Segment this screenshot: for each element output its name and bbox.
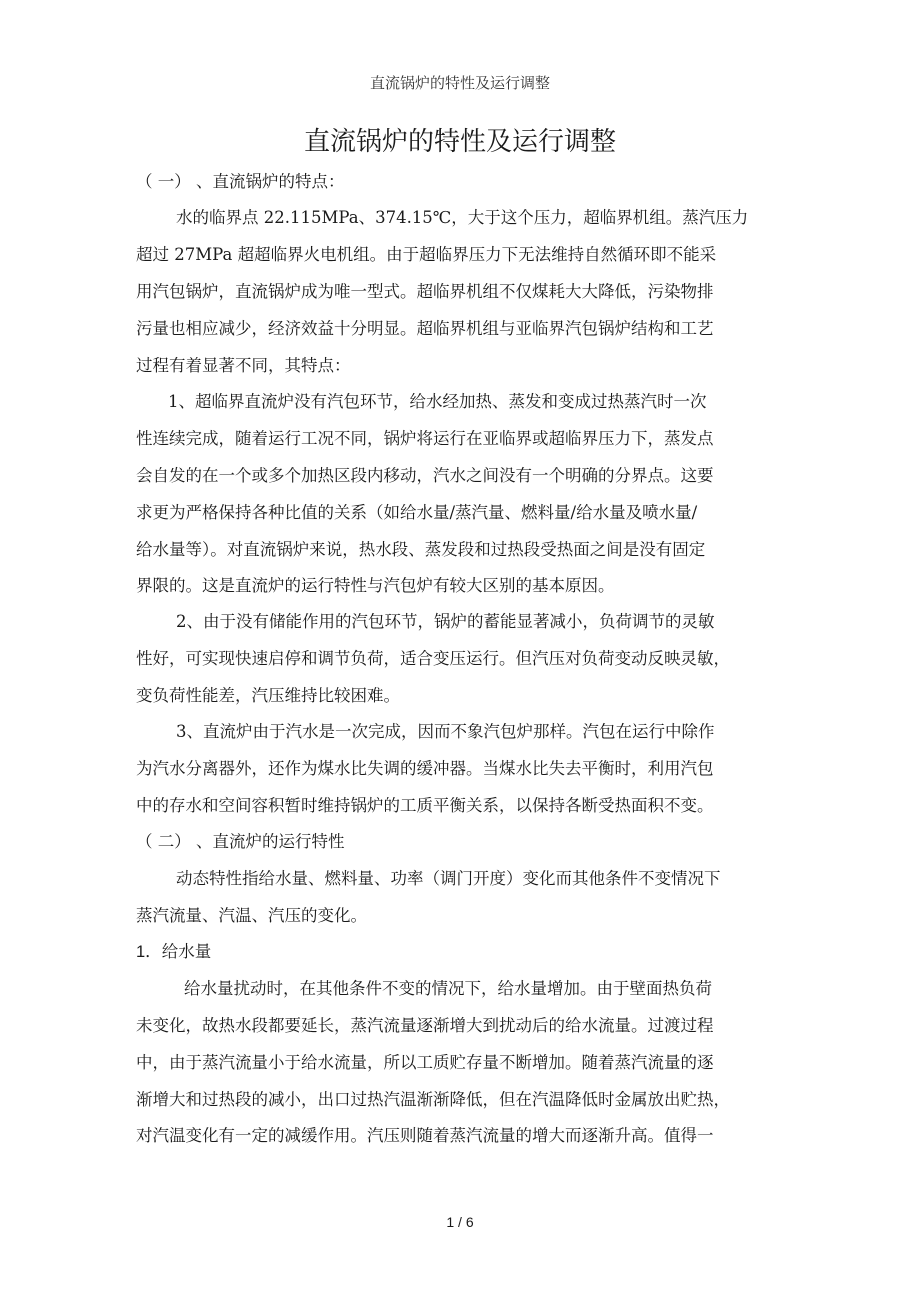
paragraph-line: 对汽温变化有一定的减缓作用。汽压则随着蒸汽流量的增大而逐渐升高。值得一 (136, 1126, 714, 1145)
paragraph-line: 会自发的在一个或多个加热区段内移动，汽水之间没有一个明确的分界点。这要 (136, 466, 714, 485)
paragraph-line: 过程有着显著不同，其特点： (136, 356, 351, 375)
paragraph-line: 求更为严格保持各种比值的关系（如给水量/蒸汽量、燃料量/给水量及喷水量/ (136, 503, 698, 522)
paragraph-line: 动态特性指给水量、燃料量、功率（调门开度）变化而其他条件不变情况下 (176, 869, 721, 888)
paragraph-line: 水的临界点 22.115MPa、374.15℃，大于这个压力，超临界机组。蒸汽压力 (176, 208, 749, 227)
section-heading-2: （ 二） 、直流炉的运行特性 (136, 832, 345, 851)
paragraph-line: 2、由于没有储能作用的汽包环节，锅炉的蓄能显著减小，负荷调节的灵敏 (176, 612, 715, 631)
page-number: 1 / 6 (446, 1214, 474, 1230)
paragraph-line: 性连续完成，随着运行工况不同，锅炉将运行在亚临界或超临界压力下，蒸发点 (136, 429, 714, 448)
paragraph-line: 中，由于蒸汽流量小于给水流量，所以工质贮存量不断增加。随着蒸汽流量的逐 (136, 1053, 714, 1072)
paragraph-line: 1、超临界直流炉没有汽包环节，给水经加热、蒸发和变成过热蒸汽时一次 (168, 392, 707, 411)
subsection-title: 给水量 (161, 942, 212, 961)
paragraph-line: 变负荷性能差，汽压维持比较困难。 (136, 686, 400, 705)
document-title: 直流锅炉的特性及运行调整 (303, 127, 616, 157)
paragraph-line: 中的存水和空间容积暂时维持锅炉的工质平衡关系，以保持各断受热面积不变。 (136, 796, 714, 815)
paragraph-line: 界限的。这是直流炉的运行特性与汽包炉有较大区别的基本原因。 (136, 576, 615, 595)
paragraph-line: 性好，可实现快速启停和调节负荷，适合变压运行。但汽压对负荷变动反映灵敏， (136, 649, 730, 668)
running-header: 直流锅炉的特性及运行调整 (369, 74, 550, 92)
paragraph-line: 用汽包锅炉，直流锅炉成为唯一型式。超临界机组不仅煤耗大大降低，污染物排 (136, 282, 714, 301)
paragraph-line: 给水量等）。对直流锅炉来说，热水段、蒸发段和过热段受热面之间是没有固定 (136, 540, 706, 559)
paragraph-line: 污量也相应减少，经济效益十分明显。超临界机组与亚临界汽包锅炉结构和工艺 (136, 319, 714, 338)
subsection-number: 1． (136, 943, 162, 961)
paragraph-line: 超过 27MPa 超超临界火电机组。由于超临界压力下无法维持自然循环即不能采 (136, 245, 717, 264)
paragraph-line: 给水量扰动时，在其他条件不变的情况下，给水量增加。由于壁面热负荷 (184, 979, 712, 998)
paragraph-line: 渐增大和过热段的减小，出口过热汽温渐渐降低，但在汽温降低时金属放出贮热， (136, 1090, 730, 1109)
subsection-heading (136, 942, 716, 962)
paragraph-line: 为汽水分离器外，还作为煤水比失调的缓冲器。当煤水比失去平衡时，利用汽包 (136, 759, 714, 778)
paragraph-line: 蒸汽流量、汽温、汽压的变化。 (136, 906, 367, 925)
paragraph-line: 3、直流炉由于汽水是一次完成，因而不象汽包炉那样。汽包在运行中除作 (176, 722, 715, 741)
section-heading-1: （ 一） 、直流锅炉的特点： (136, 172, 345, 191)
paragraph-line: 未变化，故热水段都要延长，蒸汽流量逐渐增大到扰动后的给水流量。过渡过程 (136, 1016, 714, 1035)
